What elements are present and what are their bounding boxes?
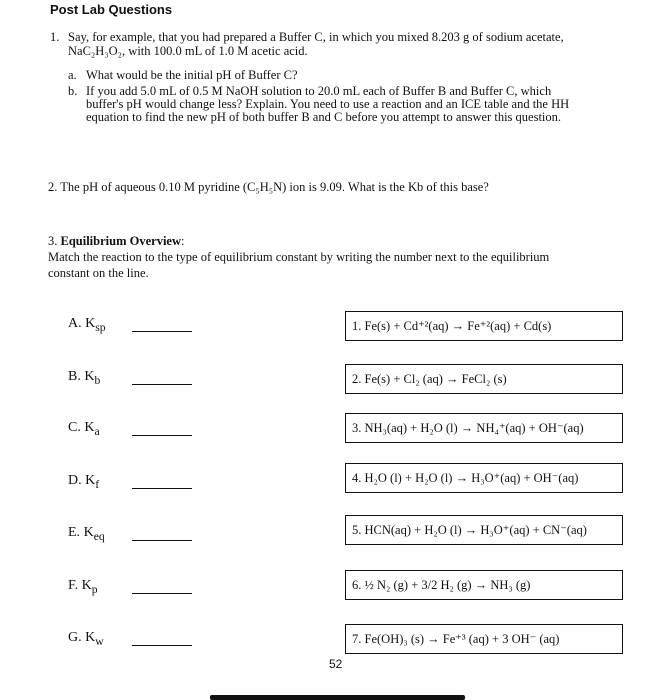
q3-line-2: constant on the line. xyxy=(48,266,149,280)
page-title: Post Lab Questions xyxy=(50,2,173,17)
constant-subscript: sp xyxy=(95,320,106,334)
q3-heading: Equilibrium Overview xyxy=(60,234,181,248)
answer-line-kw[interactable] xyxy=(132,645,192,646)
constant-subscript: p xyxy=(91,582,98,596)
constant-symbol: K xyxy=(84,369,95,384)
constant-symbol: K xyxy=(85,316,96,331)
constant-subscript: eq xyxy=(93,529,105,543)
constant-symbol: K xyxy=(83,525,94,540)
q3-line-1: Match the reaction to the type of equilibrium constant by writing the number next to the equilibrium xyxy=(48,250,550,264)
constant-kw xyxy=(68,630,104,648)
q1-number: 1. xyxy=(50,30,60,44)
answer-line-kp[interactable] xyxy=(132,593,192,594)
constant-keq xyxy=(68,525,105,543)
constant-subscript: b xyxy=(94,373,101,387)
reaction-box-6: 6. ½ N₂ (g) + 3/2 H₂ (g) → NH₃ (g) xyxy=(345,570,623,600)
answer-line-kb[interactable] xyxy=(132,384,192,385)
answer-line-kf[interactable] xyxy=(132,488,192,489)
answer-line-keq[interactable] xyxy=(132,540,192,541)
q1a-text: What would be the initial pH of Buffer C? xyxy=(86,68,298,82)
constant-subscript: a xyxy=(94,424,100,438)
constant-kp xyxy=(68,578,98,596)
constant-subscript: w xyxy=(95,634,104,648)
reaction-box-2: 2. Fe(s) + Cl₂ (aq) → FeCl₂ (s) xyxy=(345,364,623,394)
q1b-line-1: If you add 5.0 mL of 0.5 M NaOH solution to 20.0 mL each of Buffer B and Buffer C, which xyxy=(86,84,552,98)
constant-symbol: K xyxy=(85,630,96,645)
constant-symbol: K xyxy=(85,473,96,488)
reaction-box-4: 4. H₂O (l) + H₂O (l) → H₃O⁺(aq) + OH⁻(aq) xyxy=(345,463,623,493)
constant-letter: E. xyxy=(68,525,81,540)
answer-line-ksp[interactable] xyxy=(132,331,192,332)
q3-number: 3. xyxy=(48,234,58,248)
constant-subscript: f xyxy=(95,477,100,491)
q1b-line-3: equation to find the new pH of both buffer B and C before you attempt to answer this question. xyxy=(86,110,562,124)
q2-text: 2. The pH of aqueous 0.10 M pyridine (C₅H₅N) ion is 9.09. What is the Kb of this base? xyxy=(48,180,489,194)
constant-letter: D. xyxy=(68,473,82,488)
home-indicator-bar xyxy=(210,695,465,700)
q3-heading-line xyxy=(48,234,184,248)
reaction-box-3: 3. NH₃(aq) + H₂O (l) → NH₄⁺(aq) + OH⁻(aq) xyxy=(345,413,623,443)
reaction-box-1: 1. Fe(s) + Cd⁺²(aq) → Fe⁺²(aq) + Cd(s) xyxy=(345,311,623,341)
q1a-marker: a. xyxy=(68,68,77,82)
answer-line-ka[interactable] xyxy=(132,435,192,436)
q1b-line-2: buffer's pH would change less? Explain. You need to use a reaction and an ICE table and the HH xyxy=(86,97,570,111)
constant-symbol: K xyxy=(84,420,95,435)
constant-letter: F. xyxy=(68,578,79,593)
constant-letter: B. xyxy=(68,369,81,384)
reaction-box-5: 5. HCN(aq) + H₂O (l) → H₃O⁺(aq) + CN⁻(aq) xyxy=(345,515,623,545)
page-number: 52 xyxy=(329,657,343,671)
constant-ka xyxy=(68,420,100,438)
reaction-box-7: 7. Fe(OH)₃ (s) → Fe⁺³ (aq) + 3 OH⁻ (aq) xyxy=(345,624,623,654)
q1-line-1: Say, for example, that you had prepared a Buffer C, in which you mixed 8.203 g of sodium acetate, xyxy=(68,30,564,44)
constant-letter: G. xyxy=(68,630,82,645)
constant-letter: C. xyxy=(68,420,81,435)
constant-kb xyxy=(68,369,100,387)
constant-letter: A. xyxy=(68,316,82,331)
constant-symbol: K xyxy=(81,578,92,593)
constant-kf xyxy=(68,473,99,491)
q1b-marker: b. xyxy=(68,84,78,98)
q3-colon: : xyxy=(181,234,185,248)
constant-ksp xyxy=(68,316,106,334)
q1-line-2: NaC₂H₃O₂, with 100.0 mL of 1.0 M acetic acid. xyxy=(68,44,308,58)
